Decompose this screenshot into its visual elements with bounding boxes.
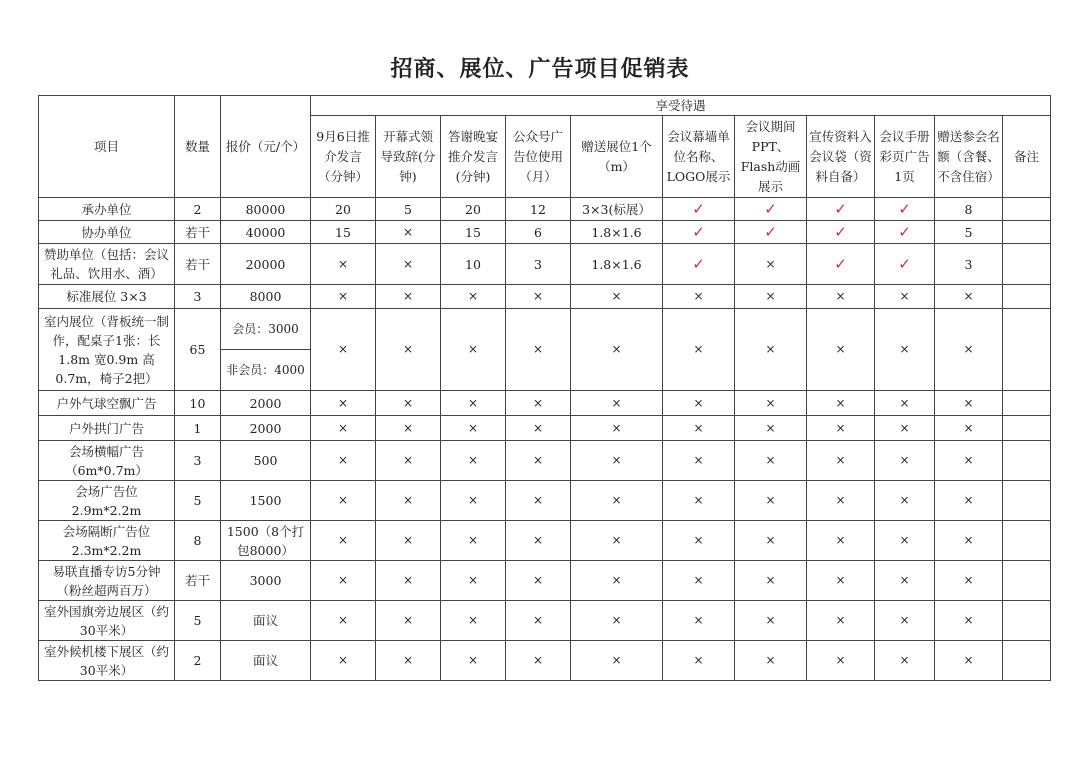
item-cell: 室外国旗旁边展区（约30平米）	[39, 601, 175, 641]
benefit-cell: ×	[376, 309, 441, 391]
benefit-cell: 12	[506, 198, 571, 221]
qty-cell: 10	[175, 391, 221, 416]
benefit-cell: ×	[935, 441, 1003, 481]
benefit-cell: ×	[935, 285, 1003, 309]
benefit-cell: ✓	[663, 244, 735, 285]
benefit-cell: ×	[935, 391, 1003, 416]
benefit-cell: ✓	[807, 198, 875, 221]
benefit-cell: ×	[807, 416, 875, 441]
benefit-cell: ×	[663, 441, 735, 481]
benefit-cell: ×	[875, 285, 935, 309]
header-benefits: 享受待遇	[311, 96, 1051, 116]
benefit-cell: 3	[506, 244, 571, 285]
benefit-cell: ×	[506, 521, 571, 561]
benefit-cell: ×	[506, 441, 571, 481]
item-cell: 户外拱门广告	[39, 416, 175, 441]
benefit-cell: ×	[735, 309, 807, 391]
benefit-cell: ×	[311, 391, 376, 416]
benefit-cell: ×	[311, 601, 376, 641]
price-cell: 40000	[221, 221, 311, 244]
remark-cell	[1003, 641, 1051, 681]
remark-cell	[1003, 309, 1051, 391]
benefit-cell: ×	[735, 641, 807, 681]
qty-cell: 5	[175, 481, 221, 521]
table-row	[39, 198, 1051, 221]
benefit-cell: ×	[735, 481, 807, 521]
benefit-cell: ×	[376, 641, 441, 681]
item-cell: 赞助单位（包括：会议礼品、饮用水、酒）	[39, 244, 175, 285]
qty-cell: 8	[175, 521, 221, 561]
benefit-cell: 10	[441, 244, 506, 285]
benefit-cell: ×	[441, 285, 506, 309]
benefit-cell: ×	[376, 244, 441, 285]
benefit-cell: ×	[376, 441, 441, 481]
benefit-cell: ×	[311, 481, 376, 521]
table-row	[39, 561, 1051, 601]
benefit-cell: ×	[663, 481, 735, 521]
benefit-cell: ×	[735, 416, 807, 441]
item-cell: 会场横幅广告（6m*0.7m）	[39, 441, 175, 481]
benefit-cell: ×	[571, 561, 663, 601]
header-benefit-col: 赠送参会名额（含餐、不含住宿）	[935, 116, 1003, 198]
page-title: 招商、展位、广告项目促销表	[390, 56, 690, 82]
benefit-cell: ✓	[663, 198, 735, 221]
table-row	[39, 309, 1051, 350]
benefit-cell: ×	[735, 285, 807, 309]
remark-cell	[1003, 561, 1051, 601]
qty-cell: 3	[175, 285, 221, 309]
item-cell: 室内展位（背板统一制作，配桌子1张：长1.8m 宽0.9m 高0.7m，椅子2把）	[39, 309, 175, 391]
benefit-cell: ×	[506, 481, 571, 521]
benefit-cell: ×	[875, 309, 935, 391]
benefit-cell: 20	[441, 198, 506, 221]
benefit-cell: ×	[506, 391, 571, 416]
benefit-cell: ×	[506, 561, 571, 601]
benefit-cell: ✓	[663, 221, 735, 244]
price-cell: 80000	[221, 198, 311, 221]
benefit-cell: ×	[875, 441, 935, 481]
header-benefit-col: 会议幕墙单位名称、LOGO展示	[663, 116, 735, 198]
price-nonmember-cell: 非会员：4000	[221, 350, 311, 391]
benefit-cell: ×	[663, 309, 735, 391]
qty-cell: 若干	[175, 244, 221, 285]
table-row	[39, 601, 1051, 641]
benefit-cell: ×	[506, 641, 571, 681]
benefit-cell: ✓	[735, 198, 807, 221]
benefit-cell: ×	[571, 481, 663, 521]
benefit-cell: ×	[663, 641, 735, 681]
header-benefit-col: 会议手册彩页广告1页	[875, 116, 935, 198]
qty-cell: 65	[175, 309, 221, 391]
benefit-cell: ×	[663, 285, 735, 309]
benefit-cell: ×	[807, 441, 875, 481]
benefit-cell: ×	[571, 641, 663, 681]
item-cell: 标准展位 3×3	[39, 285, 175, 309]
benefit-cell: ×	[311, 641, 376, 681]
remark-cell	[1003, 244, 1051, 285]
benefit-cell: ×	[441, 601, 506, 641]
benefit-cell: ✓	[807, 221, 875, 244]
benefit-cell: 1.8×1.6	[571, 244, 663, 285]
header-benefit-col: 赠送展位1个（m）	[571, 116, 663, 198]
item-cell: 易联直播专访5分钟（粉丝超两百万）	[39, 561, 175, 601]
benefit-cell: ×	[807, 561, 875, 601]
item-cell: 会场广告位 2.9m*2.2m	[39, 481, 175, 521]
remark-cell	[1003, 416, 1051, 441]
table-row	[39, 441, 1051, 481]
benefit-cell: 15	[441, 221, 506, 244]
benefit-cell: 5	[376, 198, 441, 221]
remark-cell	[1003, 601, 1051, 641]
header-benefit-col: 宣传资料入会议袋（资料自备）	[807, 116, 875, 198]
qty-cell: 5	[175, 601, 221, 641]
benefit-cell: ×	[311, 416, 376, 441]
benefit-cell: ×	[807, 641, 875, 681]
benefit-cell: ×	[376, 416, 441, 441]
header-row-1	[39, 96, 1051, 116]
benefit-cell: ×	[311, 561, 376, 601]
qty-cell: 若干	[175, 221, 221, 244]
benefit-cell: ×	[441, 309, 506, 391]
table-row	[39, 521, 1051, 561]
price-cell: 500	[221, 441, 311, 481]
header-benefit-col: 公众号广告位使用（月）	[506, 116, 571, 198]
benefit-cell: ✓	[735, 221, 807, 244]
header-benefit-col: 9月6日推介发言（分钟）	[311, 116, 376, 198]
benefit-cell: ×	[663, 391, 735, 416]
benefit-cell: ×	[571, 441, 663, 481]
benefit-cell: ×	[506, 416, 571, 441]
benefit-cell: ×	[506, 601, 571, 641]
table-row	[39, 391, 1051, 416]
benefit-cell: ×	[875, 561, 935, 601]
benefit-cell: ×	[571, 416, 663, 441]
benefit-cell: ×	[506, 285, 571, 309]
header-benefit-col: 会议期间PPT、Flash动画展示	[735, 116, 807, 198]
benefit-cell: ×	[441, 521, 506, 561]
header-remark: 备注	[1003, 116, 1051, 198]
benefit-cell: ×	[441, 561, 506, 601]
benefit-cell: ×	[376, 285, 441, 309]
qty-cell: 2	[175, 641, 221, 681]
header-price: 报价（元/个）	[221, 96, 311, 198]
benefit-cell: ×	[935, 641, 1003, 681]
benefit-cell: ×	[311, 441, 376, 481]
remark-cell	[1003, 198, 1051, 221]
header-benefit-col: 开幕式领导致辞(分钟)	[376, 116, 441, 198]
benefit-cell: ×	[875, 641, 935, 681]
item-cell: 室外候机楼下展区（约30平米）	[39, 641, 175, 681]
benefit-cell: ×	[571, 309, 663, 391]
benefit-cell: ×	[807, 601, 875, 641]
benefit-cell: ×	[663, 561, 735, 601]
benefit-cell: ×	[311, 285, 376, 309]
benefit-cell: 20	[311, 198, 376, 221]
benefit-cell: ×	[311, 521, 376, 561]
price-cell: 2000	[221, 416, 311, 441]
benefit-cell: ×	[376, 221, 441, 244]
remark-cell	[1003, 481, 1051, 521]
table-row	[39, 481, 1051, 521]
benefit-cell: ×	[807, 521, 875, 561]
benefit-cell: 8	[935, 198, 1003, 221]
table-row	[39, 244, 1051, 285]
item-cell: 协办单位	[39, 221, 175, 244]
benefit-cell: ×	[506, 309, 571, 391]
benefit-cell: ×	[571, 391, 663, 416]
benefit-cell: ×	[807, 309, 875, 391]
benefit-cell: ×	[735, 441, 807, 481]
benefit-cell: ×	[571, 601, 663, 641]
remark-cell	[1003, 221, 1051, 244]
promotion-table	[38, 95, 1051, 681]
benefit-cell: ×	[441, 416, 506, 441]
benefit-cell: ×	[311, 244, 376, 285]
benefit-cell: ×	[875, 391, 935, 416]
item-cell: 承办单位	[39, 198, 175, 221]
benefit-cell: ×	[935, 561, 1003, 601]
benefit-cell: ✓	[875, 198, 935, 221]
benefit-cell: ×	[663, 521, 735, 561]
benefit-cell: ×	[441, 441, 506, 481]
benefit-cell: ✓	[875, 244, 935, 285]
header-qty: 数量	[175, 96, 221, 198]
benefit-cell: ×	[311, 309, 376, 391]
benefit-cell: ×	[735, 601, 807, 641]
benefit-cell: ×	[735, 521, 807, 561]
benefit-cell: ×	[663, 416, 735, 441]
qty-cell: 若干	[175, 561, 221, 601]
benefit-cell: ×	[935, 521, 1003, 561]
benefit-cell: 15	[311, 221, 376, 244]
benefit-cell: ×	[935, 601, 1003, 641]
table-row	[39, 221, 1051, 244]
benefit-cell: ×	[376, 481, 441, 521]
benefit-cell: ✓	[875, 221, 935, 244]
benefit-cell: 1.8×1.6	[571, 221, 663, 244]
benefit-cell: ×	[441, 641, 506, 681]
benefit-cell: ×	[441, 481, 506, 521]
price-cell: 1500	[221, 481, 311, 521]
header-benefit-col: 答谢晚宴推介发言(分钟)	[441, 116, 506, 198]
benefit-cell: ×	[807, 285, 875, 309]
table-row	[39, 416, 1051, 441]
benefit-cell: ×	[735, 244, 807, 285]
item-cell: 会场隔断广告位 2.3m*2.2m	[39, 521, 175, 561]
benefit-cell: ×	[807, 481, 875, 521]
benefit-cell: ×	[376, 601, 441, 641]
benefit-cell: 3	[935, 244, 1003, 285]
benefit-cell: ×	[935, 481, 1003, 521]
price-cell: 8000	[221, 285, 311, 309]
benefit-cell: ×	[663, 601, 735, 641]
price-cell: 2000	[221, 391, 311, 416]
benefit-cell: ×	[735, 391, 807, 416]
price-cell: 20000	[221, 244, 311, 285]
benefit-cell: ×	[935, 309, 1003, 391]
price-cell: 面议	[221, 601, 311, 641]
benefit-cell: ×	[735, 561, 807, 601]
benefit-cell: 6	[506, 221, 571, 244]
benefit-cell: ×	[571, 521, 663, 561]
benefit-cell: ×	[875, 416, 935, 441]
price-cell: 面议	[221, 641, 311, 681]
price-cell: 1500（8个打包8000）	[221, 521, 311, 561]
table-row	[39, 285, 1051, 309]
benefit-cell: 3×3(标展）	[571, 198, 663, 221]
benefit-cell: ×	[875, 481, 935, 521]
benefit-cell: ×	[807, 391, 875, 416]
price-member-cell: 会员：3000	[221, 309, 311, 350]
qty-cell: 2	[175, 198, 221, 221]
item-cell: 户外气球空飘广告	[39, 391, 175, 416]
remark-cell	[1003, 441, 1051, 481]
remark-cell	[1003, 285, 1051, 309]
header-item: 项目	[39, 96, 175, 198]
benefit-cell: ✓	[807, 244, 875, 285]
benefit-cell: ×	[441, 391, 506, 416]
benefit-cell: ×	[376, 391, 441, 416]
benefit-cell: ×	[875, 521, 935, 561]
benefit-cell: 5	[935, 221, 1003, 244]
benefit-cell: ×	[376, 561, 441, 601]
price-cell: 3000	[221, 561, 311, 601]
benefit-cell: ×	[571, 285, 663, 309]
qty-cell: 3	[175, 441, 221, 481]
benefit-cell: ×	[875, 601, 935, 641]
benefit-cell: ×	[935, 416, 1003, 441]
remark-cell	[1003, 391, 1051, 416]
remark-cell	[1003, 521, 1051, 561]
table-row	[39, 641, 1051, 681]
qty-cell: 1	[175, 416, 221, 441]
benefit-cell: ×	[376, 521, 441, 561]
